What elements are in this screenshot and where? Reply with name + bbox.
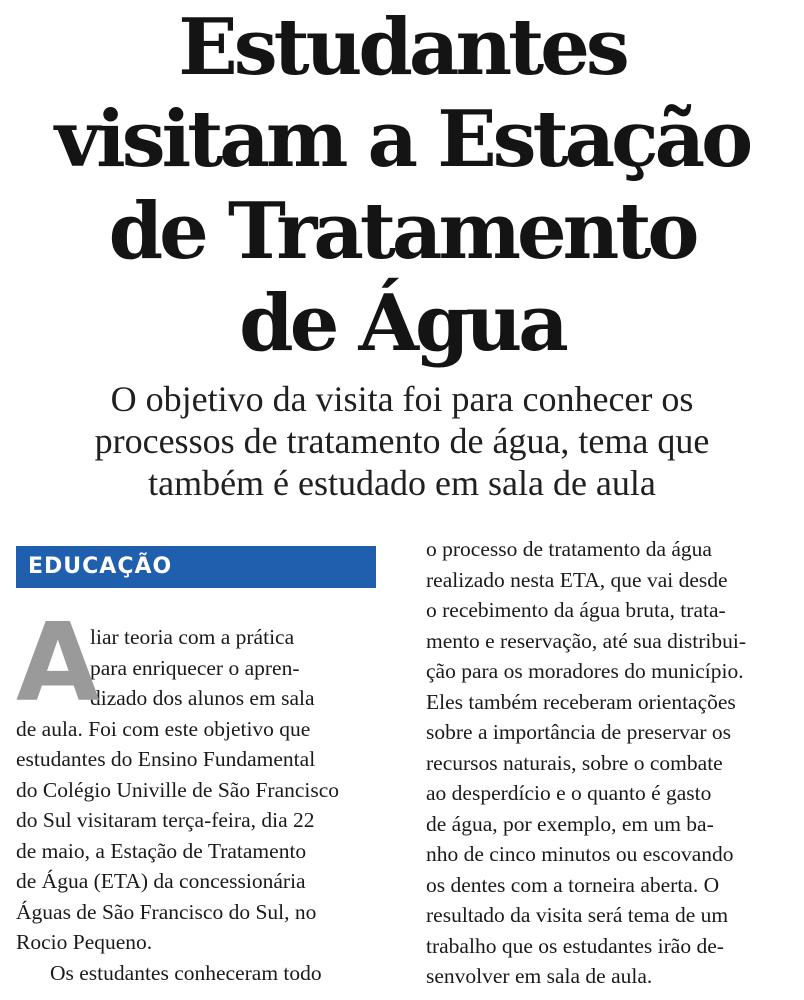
body-line: Os estudantes conheceram todo (50, 960, 322, 985)
body-line: os dentes com a torneira aberta. O (426, 872, 720, 897)
body-line: de maio, a Estação de Tratamento (16, 838, 307, 863)
body-line: do Colégio Univille de São Francisco (16, 777, 340, 802)
body-line: resultado da visita será tema de um (426, 903, 729, 927)
body-line: nho de cinco minutos ou escovando (426, 842, 734, 866)
body-line: do Sul visitaram terça-feira, dia 22 (16, 808, 315, 832)
article-column-right (426, 534, 788, 992)
drop-cap: A (16, 601, 100, 726)
subheadline (0, 378, 804, 504)
body-line: Águas de São Francisco do Sul, no (16, 899, 317, 924)
body-line: mento e reservação, até sua distribui- (426, 628, 746, 653)
headline (0, 2, 804, 370)
body-line: senvolver em sala de aula. (426, 964, 653, 988)
body-line: ao desperdício e o quanto é gasto (426, 781, 712, 805)
headline-line: Estudantes (178, 2, 626, 93)
body-line: ção para os moradores do município. (426, 659, 744, 683)
body-line: o processo de tratamento da água (426, 537, 712, 561)
body-line: recursos naturais, sobre o combate (426, 750, 723, 775)
article-column-left (16, 601, 378, 988)
headline-line: visitam a Estação (54, 94, 750, 185)
subheadline-line: O objetivo da visita foi para conhecer os (110, 379, 694, 419)
body-line: Eles também receberam orientações (426, 689, 736, 714)
body-line: estudantes do Ensino Fundamental (16, 747, 316, 771)
body-line: Rocio Pequeno. (16, 930, 153, 954)
body-line: de Água (ETA) da concessionária (16, 869, 306, 893)
section-label: EDUCAÇÃO (16, 546, 376, 588)
body-line: o recebimento da água bruta, trata- (426, 598, 726, 622)
headline-line: de Água (239, 278, 565, 369)
body-line: trabalho que os estudantes irão de- (426, 933, 724, 958)
body-line: realizado nesta ETA, que vai desde (426, 567, 728, 592)
headline-line: de Tratamento (108, 186, 696, 277)
subheadline-line: processos de tratamento de água, tema que (94, 421, 710, 461)
body-line: sobre a importância de preservar os (426, 720, 732, 744)
body-line: de água, por exemplo, em um ba- (426, 811, 714, 836)
body-line: para enriquecer o apren- (90, 655, 300, 680)
body-line: liar teoria com a prática (90, 625, 295, 649)
body-line: de aula. Foi com este objetivo que (16, 716, 311, 741)
body-line: dizado dos alunos em sala (90, 686, 315, 710)
subheadline-line: também é estudado em sala de aula (148, 463, 656, 503)
